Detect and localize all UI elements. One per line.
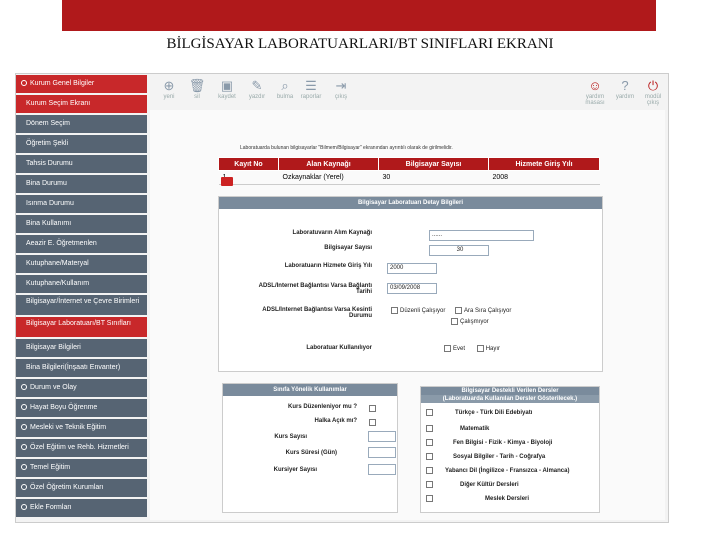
sidebar-section-header[interactable]: Kurum Genel Bilgiler xyxy=(16,75,147,93)
sidebar-item[interactable]: Öğretim Şekli xyxy=(16,135,147,153)
sidebar-group[interactable]: Durum ve Olay xyxy=(16,379,147,397)
field-label: Bilgisayar Sayısı xyxy=(324,245,372,251)
sidebar-item[interactable]: Bina Kullanımı xyxy=(16,215,147,233)
page-title: BİLGİSAYAR LABORATUARLARI/BT SINIFLARI EKRANI xyxy=(166,36,554,52)
field-label: ADSL/Internet Bağlantısı Varsa Bağlantı Tarihi xyxy=(258,283,372,295)
table-cell: Ozkaynaklar (Yerel) xyxy=(279,171,379,185)
sidebar-item[interactable]: Isınma Durumu xyxy=(16,195,147,213)
sidebar-group[interactable]: Temel Eğitim xyxy=(16,459,147,477)
reports-button[interactable]: ☰ raporlar xyxy=(296,78,326,100)
courses-panel xyxy=(420,386,600,513)
sidebar-item[interactable]: Bina Bilgileri(İnşaatı Envanter) xyxy=(16,359,147,377)
sidebar-item[interactable]: Bilgisayar/İnternet ve Çevre Birimleri xyxy=(16,295,147,315)
radio-regular[interactable]: Düzenli Çalışıyor xyxy=(391,308,445,314)
radio-icon xyxy=(391,307,398,314)
sidebar-item[interactable]: Aeazir E. Öğretmenlen xyxy=(16,235,147,253)
public-row: Halka Açık mı? xyxy=(314,418,357,424)
radio-no[interactable]: Hayır xyxy=(477,346,500,352)
table-header xyxy=(219,158,600,171)
radio-icon xyxy=(477,345,484,352)
find-button[interactable]: ⌕ bulma xyxy=(270,78,300,100)
top-banner xyxy=(62,0,656,31)
sidebar-group[interactable]: Ekle Formları xyxy=(16,499,147,517)
sidebar-item[interactable]: Kurum Seçim Ekranı xyxy=(16,95,147,113)
checkbox[interactable] xyxy=(426,481,433,488)
computer-count-input[interactable]: 30 xyxy=(429,245,489,256)
public-checkbox[interactable] xyxy=(369,419,376,426)
checkbox[interactable] xyxy=(426,409,433,416)
sidebar-group[interactable]: Mesleki ve Teknik Eğitim xyxy=(16,419,147,437)
bullet-icon xyxy=(21,404,27,410)
checkbox[interactable] xyxy=(426,439,433,446)
course-row[interactable]: Fen Bilgisi - Fizik - Kimya - Biyoloji xyxy=(426,439,596,446)
course-count-row: Kurs Sayısı xyxy=(274,434,307,440)
support-desk-button[interactable]: ☺ yardım masası xyxy=(580,78,610,106)
course-duration-row: Kurs Süresi (Gün) xyxy=(285,450,337,456)
radio-sometimes[interactable]: Ara Sıra Çalışıyor xyxy=(455,308,511,314)
help-icon: ? xyxy=(621,78,629,93)
column-header: Hizmete Giriş Yılı xyxy=(489,158,600,171)
sidebar-item[interactable]: Kutuphane/Kullanım xyxy=(16,275,147,293)
sidebar-item[interactable]: Bina Durumu xyxy=(16,175,147,193)
field-label: Laboratuar Kullanılıyor xyxy=(306,345,372,351)
table-row[interactable] xyxy=(219,171,600,185)
source-select[interactable]: ...... xyxy=(429,230,534,241)
info-note: Laboratuarda bulunan bilgisayarlar "Bilmem/Bilgisayar" ekranından ayrıntılı olarak de girilmelidir. xyxy=(240,145,453,151)
checkbox[interactable] xyxy=(426,453,433,460)
course-row[interactable]: Meslek Dersleri xyxy=(426,495,596,502)
toolbar xyxy=(150,78,665,106)
power-icon: ⏻ xyxy=(647,78,659,93)
trainee-count-row: Kursiyer Sayısı xyxy=(273,467,317,473)
radio-icon xyxy=(444,345,451,352)
exit-icon: ⇥ xyxy=(335,78,347,93)
course-duration-input[interactable] xyxy=(368,447,396,458)
panel-title: Sınıfa Yönelik Kullanımlar xyxy=(223,384,397,396)
bullet-icon xyxy=(21,384,27,390)
checkbox[interactable] xyxy=(426,495,433,502)
field-label: ADSL/Internet Bağlantısı Varsa Kesinti Durumu xyxy=(262,307,372,319)
bullet-icon xyxy=(21,484,27,490)
sidebar-group[interactable]: Özel Eğitim ve Rehb. Hizmetleri xyxy=(16,439,147,457)
field-label: Laboratuvarın Alım Kaynağı xyxy=(292,230,372,236)
exit-button[interactable]: ⇥ çıkış xyxy=(326,78,356,100)
print-button[interactable]: ✎ yazdır xyxy=(242,78,272,100)
delete-button[interactable]: 🗑 sil xyxy=(182,78,212,100)
radio-icon xyxy=(455,307,462,314)
table-cell: 2008 xyxy=(489,171,600,185)
save-icon: ▣ xyxy=(220,78,234,93)
bullet-icon xyxy=(21,80,27,86)
course-row[interactable]: Türkçe - Türk Dili Edebiyatı xyxy=(426,409,596,416)
sidebar-group[interactable]: Özel Öğretim Kurumları xyxy=(16,479,147,497)
folder-icon[interactable] xyxy=(221,177,233,186)
course-row[interactable]: Sosyal Bilgiler - Tarih - Coğrafya xyxy=(426,453,596,460)
panel-subtitle: (Laboratuarda Kullanılan Dersler Gösterilecek.) xyxy=(421,395,599,403)
sidebar-item[interactable]: Tahsis Durumu xyxy=(16,155,147,173)
module-exit-button[interactable]: ⏻ modül çıkış xyxy=(638,78,668,106)
radio-yes[interactable]: Evet xyxy=(444,346,465,352)
checkbox[interactable] xyxy=(426,467,433,474)
detail-panel xyxy=(218,196,603,372)
sidebar-item-active[interactable]: Bilgisayar Laboratuarı/BT Sınıfları xyxy=(16,317,147,337)
support-icon: ☺ xyxy=(588,78,602,93)
search-icon: ⌕ xyxy=(281,78,289,93)
course-offered-row: Kurs Düzenleniyor mu ? xyxy=(287,404,357,410)
edit-icon: ✎ xyxy=(251,78,263,93)
radio-icon xyxy=(451,318,458,325)
help-button[interactable]: ? yardım xyxy=(610,78,640,100)
usage-options xyxy=(444,345,500,352)
bullet-icon xyxy=(21,464,27,470)
column-header: Kayıt No xyxy=(219,158,279,171)
checkbox[interactable] xyxy=(426,425,433,432)
connection-date-input[interactable]: 03/09/2008 xyxy=(387,283,437,294)
sidebar-item[interactable]: Bilgisayar Bilgileri xyxy=(16,339,147,357)
radio-not-working[interactable]: Çalışmıyor xyxy=(451,318,591,325)
usage-panel xyxy=(222,383,398,513)
bullet-icon xyxy=(21,444,27,450)
bullet-icon xyxy=(21,424,27,430)
lab-list-table xyxy=(218,157,600,185)
course-offered-checkbox[interactable] xyxy=(369,405,376,412)
course-row[interactable]: Yabancı Dil (İngilizce - Fransızca - Almanca) xyxy=(426,467,596,474)
new-button[interactable]: ⊕ yeni xyxy=(154,78,184,100)
save-button[interactable]: ▣ kaydet xyxy=(212,78,242,100)
sidebar xyxy=(16,75,147,521)
column-header: Alan Kaynağı xyxy=(279,158,379,171)
course-count-input[interactable] xyxy=(368,431,396,442)
table-cell: 30 xyxy=(379,171,489,185)
bullet-icon xyxy=(21,504,27,510)
course-row[interactable]: Diğer Kültür Dersleri xyxy=(426,481,596,488)
course-row[interactable]: Matematik xyxy=(426,425,596,432)
sidebar-item[interactable]: Kutuphane/Materyal xyxy=(16,255,147,273)
field-label: Laboratuarın Hizmete Giriş Yılı xyxy=(284,263,372,269)
service-year-input[interactable]: 2000 xyxy=(387,263,437,274)
trash-icon: 🗑 xyxy=(188,78,206,93)
trainee-count-input[interactable] xyxy=(368,464,396,475)
panel-title: Bilgisayar Destekli Verilen Dersler xyxy=(421,387,599,395)
sidebar-item[interactable]: Dönem Seçim xyxy=(16,115,147,133)
sidebar-group[interactable]: Hayat Boyu Öğrenme xyxy=(16,399,147,417)
plus-icon: ⊕ xyxy=(163,78,175,93)
adsl-options xyxy=(391,307,591,325)
column-header: Bilgisayar Sayısı xyxy=(379,158,489,171)
report-icon: ☰ xyxy=(305,78,317,93)
panel-title: Bilgisayar Laboratuarı Detay Bilgileri xyxy=(219,197,602,209)
